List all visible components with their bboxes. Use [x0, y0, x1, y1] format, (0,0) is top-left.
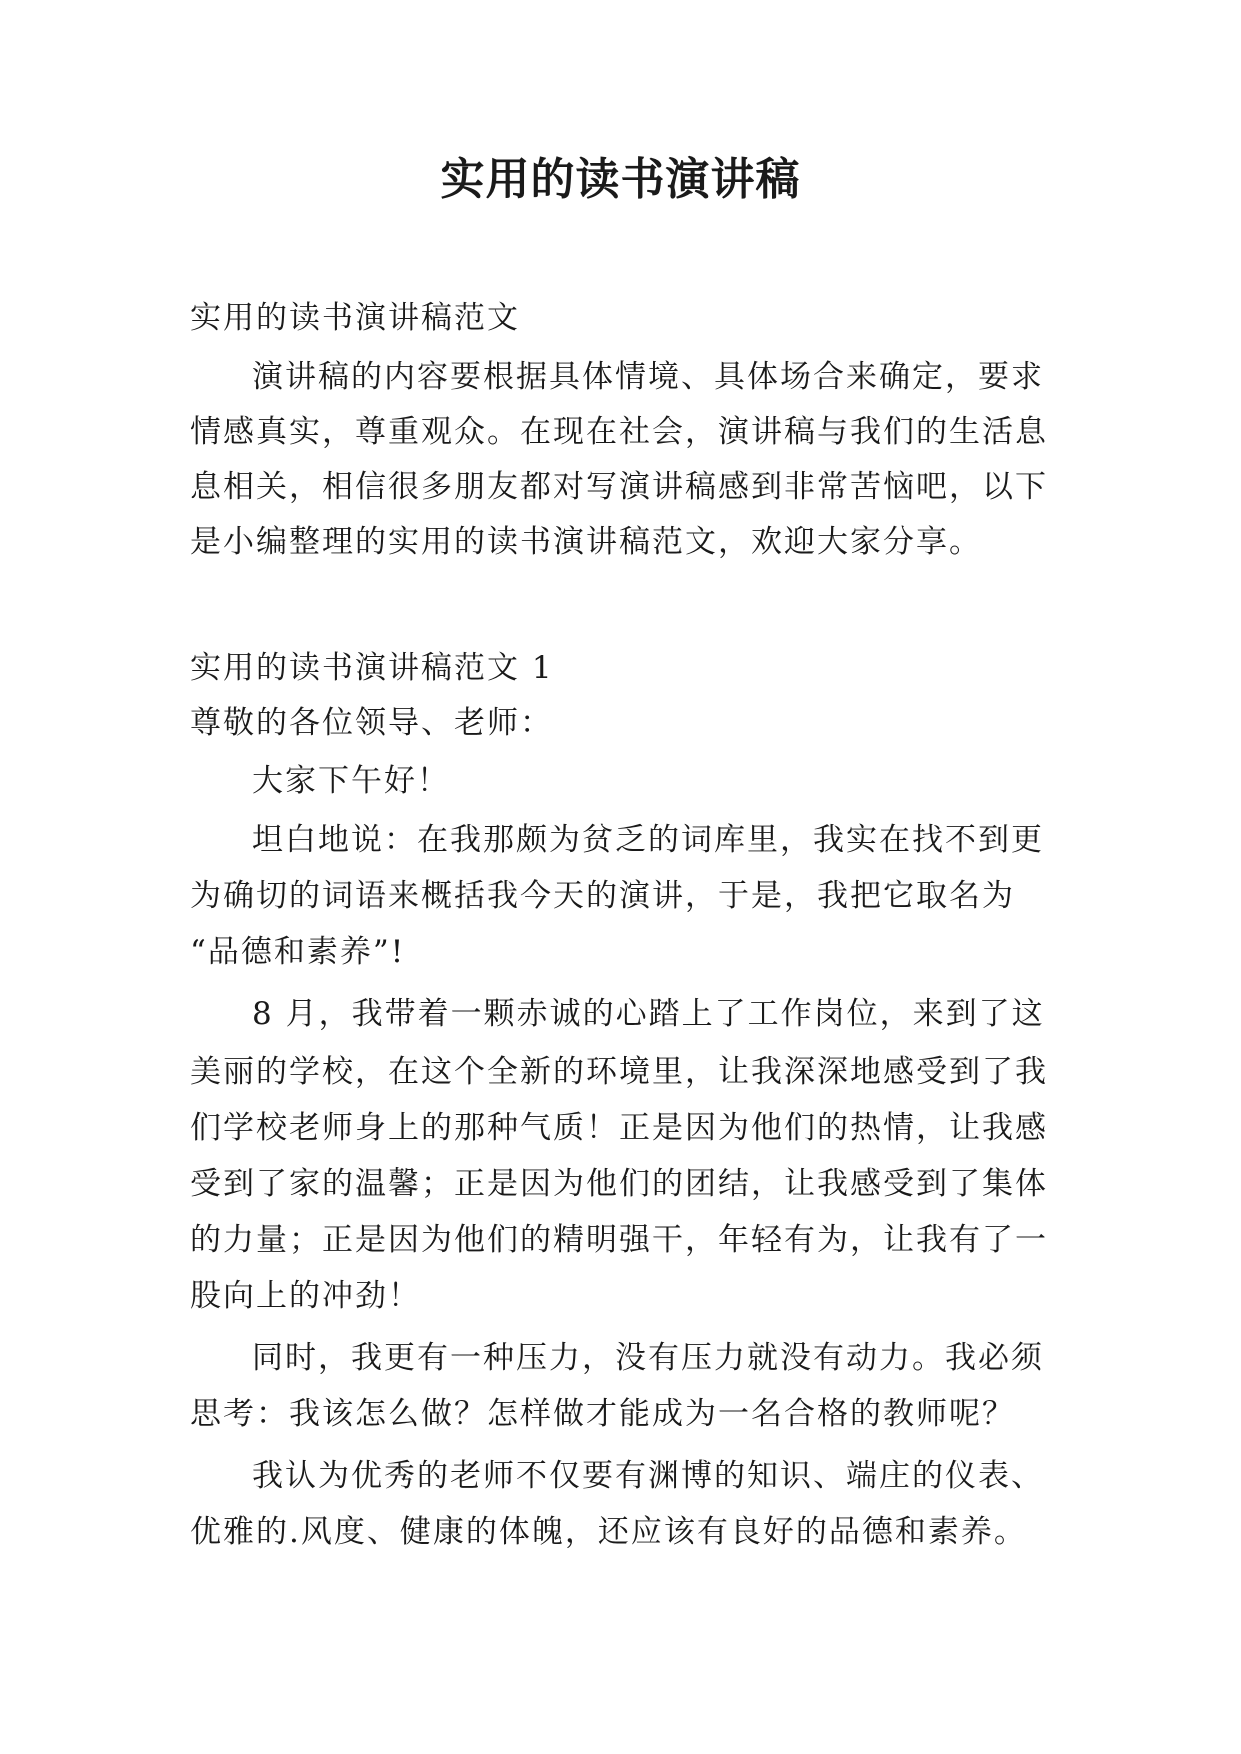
document-title: 实用的读书演讲稿 — [440, 154, 801, 205]
body-line: 受到了家的温馨；正是因为他们的团结，让我感受到了集体 — [190, 1166, 1048, 1202]
intro-line: 是小编整理的实用的读书演讲稿范文，欢迎大家分享。 — [190, 524, 982, 560]
body-line: 的力量；正是因为他们的精明强干，年轻有为，让我有了一 — [190, 1222, 1048, 1258]
body-line: 8 月，我带着一颗赤诚的心踏上了工作岗位，来到了这 — [252, 996, 1045, 1032]
body-line: “品德和素养”! — [190, 934, 406, 970]
section-heading: 实用的读书演讲稿范文 1 — [190, 650, 554, 686]
body-line: 为确切的词语来概括我今天的演讲，于是，我把它取名为 — [190, 878, 1015, 914]
intro-line: 息相关，相信很多朋友都对写演讲稿感到非常苦恼吧，以下 — [190, 469, 1048, 505]
body-line: 股向上的冲劲！ — [190, 1278, 421, 1314]
body-line: 们学校老师身上的那种气质！正是因为他们的热情，让我感 — [190, 1110, 1048, 1146]
salutation-line: 尊敬的各位领导、老师： — [190, 705, 553, 741]
body-line: 美丽的学校，在这个全新的环境里，让我深深地感受到了我 — [190, 1054, 1048, 1090]
body-line: 思考：我该怎么做？怎样做才能成为一名合格的教师呢？ — [190, 1396, 1015, 1432]
subtitle-line: 实用的读书演讲稿范文 — [190, 300, 520, 336]
greeting-line: 大家下午好！ — [252, 763, 450, 799]
body-line: 同时，我更有一种压力，没有压力就没有动力。我必须 — [252, 1340, 1044, 1376]
body-line: 优雅的.风度、健康的体魄，还应该有良好的品德和素养。 — [190, 1514, 1027, 1550]
intro-line: 演讲稿的内容要根据具体情境、具体场合来确定，要求 — [252, 359, 1044, 395]
body-line: 坦白地说：在我那颇为贫乏的词库里，我实在找不到更 — [252, 822, 1044, 858]
intro-line: 情感真实，尊重观众。在现在社会，演讲稿与我们的生活息 — [190, 414, 1048, 450]
body-line: 我认为优秀的老师不仅要有渊博的知识、端庄的仪表、 — [252, 1458, 1044, 1494]
